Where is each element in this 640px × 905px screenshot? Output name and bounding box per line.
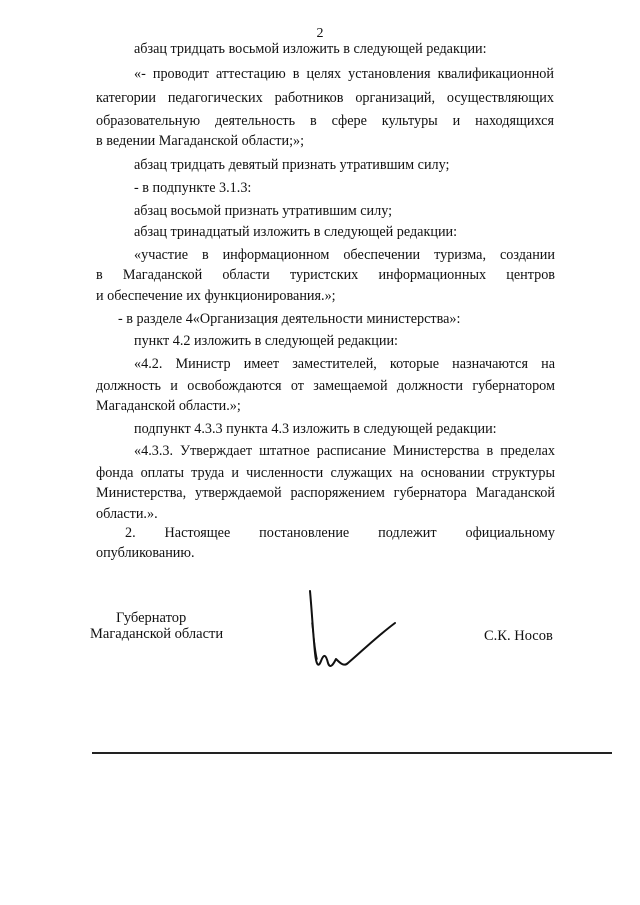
text-line: - в подпункте 3.1.3: xyxy=(134,180,252,196)
text-line: «4.3.3. Утверждает штатное расписание Министерства в пределах xyxy=(134,443,555,459)
text-line: в Магаданской области туристских информационных центров xyxy=(96,267,555,283)
text-line: должность и освобождаются от замещаемой должности губернатором xyxy=(96,378,555,394)
handwritten-signature xyxy=(300,583,410,683)
text-line: - в разделе 4«Организация деятельности министерства»: xyxy=(118,311,461,327)
signatory-title-line2: Магаданской области xyxy=(90,626,224,642)
text-line: абзац тридцать девятый признать утратившим силу; xyxy=(134,157,450,173)
text-line: абзац восьмой признать утратившим силу; xyxy=(134,203,393,219)
text-line: абзац тринадцатый изложить в следующей редакции: xyxy=(134,224,458,240)
text-line: «4.2. Министр имеет заместителей, которые назначаются на xyxy=(134,356,555,372)
text-line: 2. Настоящее постановление подлежит официальному xyxy=(125,525,555,541)
signatory-title-line1: Губернатор xyxy=(116,610,187,626)
text-line: «- проводит аттестацию в целях установления квалификационной xyxy=(134,66,554,82)
text-line: пункт 4.2 изложить в следующей редакции: xyxy=(134,333,398,349)
footer-rule xyxy=(92,752,612,754)
text-line: категории педагогических работников организаций, осуществляющих xyxy=(96,90,554,106)
text-line: «участие в информационном обеспечении туризма, создании xyxy=(134,247,555,263)
text-line: опубликованию. xyxy=(96,545,195,561)
signatory-name: С.К. Носов xyxy=(484,628,553,644)
text-line: образовательную деятельность в сфере культуры и находящихся xyxy=(96,113,554,129)
text-line: фонда оплаты труда и численности служащих на основании структуры xyxy=(96,465,555,481)
text-line: Магаданской области.»; xyxy=(96,398,241,414)
text-line: подпункт 4.3.3 пункта 4.3 изложить в следующей редакции: xyxy=(134,421,497,437)
page-number: 2 xyxy=(316,26,324,41)
text-line: Министерства, утверждаемой распоряжением губернатора Магаданской xyxy=(96,485,555,501)
text-line: абзац тридцать восьмой изложить в следующей редакции: xyxy=(134,41,487,57)
text-line: области.». xyxy=(96,506,158,522)
text-line: и обеспечение их функционирования.»; xyxy=(96,288,336,304)
text-line: в ведении Магаданской области;»; xyxy=(96,133,305,149)
